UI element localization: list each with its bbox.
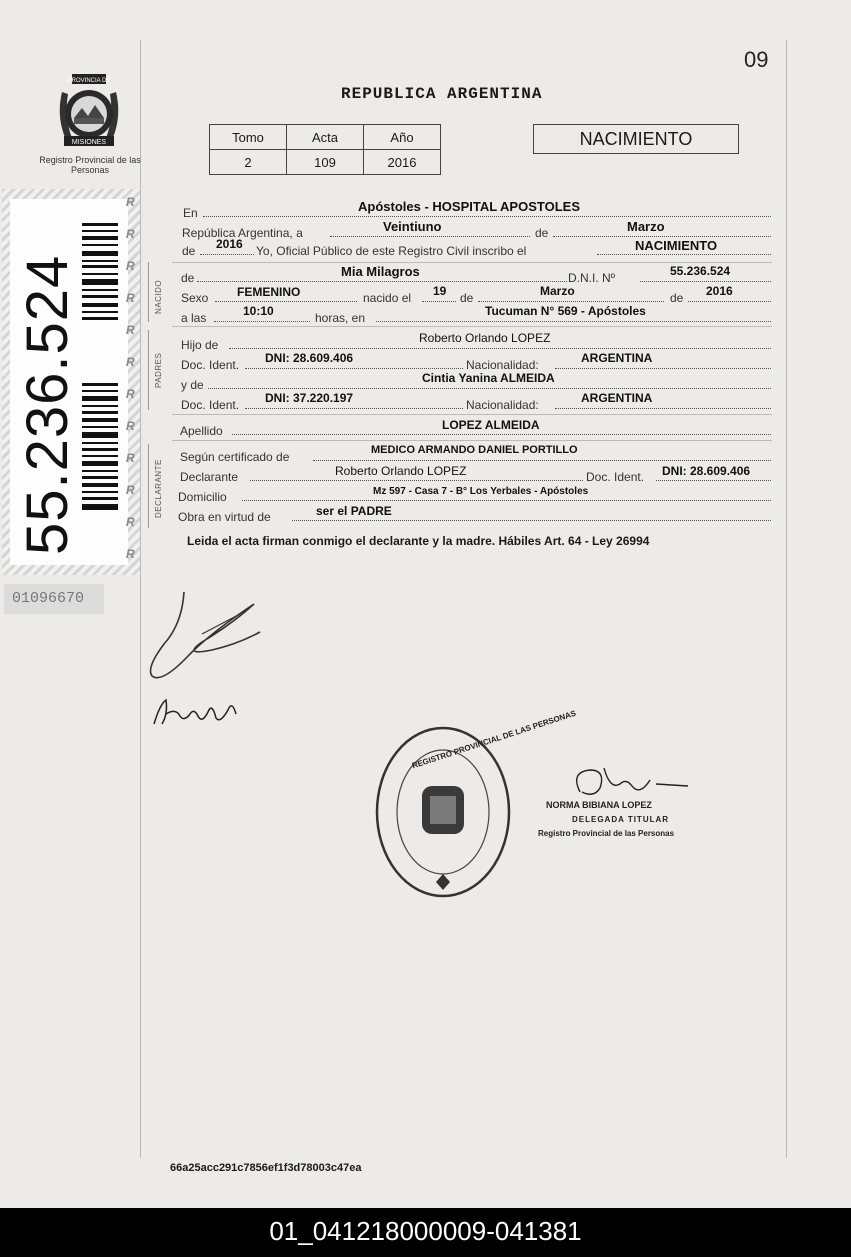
value-madre: Cintia Yanina ALMEIDA bbox=[422, 371, 555, 385]
rule-3 bbox=[172, 414, 772, 415]
document-hash: 66a25acc291c7856ef1f3d78003c47ea bbox=[170, 1162, 362, 1174]
dni-side-strip bbox=[2, 189, 140, 575]
rule-4 bbox=[172, 440, 772, 441]
section-label-declarante: DECLARANTE bbox=[154, 459, 163, 518]
label-dni: D.N.I. Nº bbox=[568, 271, 616, 285]
value-dia-letras: Veintiuno bbox=[383, 219, 442, 234]
label-yo-oficial: Yo, Oficial Público de este Registro Civil inscribo el bbox=[256, 244, 527, 258]
value-padre-dni: DNI: 28.609.406 bbox=[265, 351, 354, 365]
republica-title: REPUBLICA ARGENTINA bbox=[341, 85, 543, 103]
label-de-5: de bbox=[670, 291, 684, 305]
section-divider-nacido bbox=[148, 262, 149, 322]
table-value-acta: 109 bbox=[287, 150, 364, 175]
value-certificado: MEDICO ARMANDO DANIEL PORTILLO bbox=[371, 444, 578, 456]
label-horas-en: horas, en bbox=[315, 311, 366, 325]
value-hora: 10:10 bbox=[243, 304, 274, 318]
label-y-de: y de bbox=[181, 378, 204, 392]
table-value-anio: 2016 bbox=[364, 150, 441, 175]
section-divider-padres bbox=[148, 330, 149, 410]
section-label-padres: PADRES bbox=[154, 352, 163, 388]
tomo-acta-table bbox=[209, 124, 441, 175]
province-seal-logo bbox=[52, 72, 126, 154]
label-hijo-de: Hijo de bbox=[181, 338, 219, 352]
value-padre: Roberto Orlando LOPEZ bbox=[419, 331, 551, 345]
footer-code: 01_041218000009-041381 bbox=[269, 1216, 582, 1246]
label-nacionalidad-2: Nacionalidad: bbox=[466, 398, 539, 412]
rule-2 bbox=[172, 326, 772, 327]
table-header-tomo: Tomo bbox=[210, 125, 287, 150]
table-value-tomo: 2 bbox=[210, 150, 287, 175]
value-domicilio: Mz 597 - Casa 7 - B° Los Yerbales - Apóstoles bbox=[373, 486, 589, 497]
value-mes: Marzo bbox=[627, 219, 665, 234]
value-tipo: NACIMIENTO bbox=[635, 238, 718, 253]
label-doc-ident-2: Doc. Ident. bbox=[181, 398, 240, 412]
footer-bar bbox=[0, 1208, 851, 1257]
label-doc-ident-3: Doc. Ident. bbox=[586, 470, 645, 484]
signature-official bbox=[142, 584, 272, 686]
value-madre-nac: ARGENTINA bbox=[581, 391, 653, 405]
value-sexo: FEMENINO bbox=[237, 285, 301, 299]
value-anio-nac: 2016 bbox=[706, 284, 733, 298]
logo-top-text: PROVINCIA DE bbox=[67, 78, 111, 84]
section-label-nacido: NACIDO bbox=[154, 279, 163, 314]
label-sexo: Sexo bbox=[181, 291, 209, 305]
label-nacido-el: nacido el bbox=[363, 291, 412, 305]
signer-name: NORMA BIBIANA LOPEZ bbox=[546, 800, 652, 810]
acta-type-box: NACIMIENTO bbox=[533, 124, 739, 154]
section-divider-declarante bbox=[148, 444, 149, 528]
stamp-ring-text: REGISTRO PROVINCIAL DE LAS PERSONAS bbox=[410, 708, 578, 771]
table-header-anio: Año bbox=[364, 125, 441, 150]
label-de-4: de bbox=[460, 291, 474, 305]
official-stamp bbox=[370, 722, 516, 902]
page-number: 09 bbox=[744, 47, 769, 72]
signature-delegada bbox=[560, 762, 720, 802]
value-dia-nac: 19 bbox=[433, 284, 447, 298]
label-de-3: de bbox=[181, 271, 195, 285]
value-obra: ser el PADRE bbox=[316, 504, 392, 518]
label-republica: República Argentina, a bbox=[182, 226, 303, 240]
value-declarante-dni: DNI: 28.609.406 bbox=[662, 464, 751, 478]
label-doc-ident-1: Doc. Ident. bbox=[181, 358, 240, 372]
label-segun-certificado: Según certificado de bbox=[180, 450, 290, 464]
value-padre-nac: ARGENTINA bbox=[581, 351, 653, 365]
value-lugar: Apóstoles - HOSPITAL APOSTOLES bbox=[358, 199, 580, 214]
rule-1 bbox=[172, 262, 772, 263]
value-lugar-nac: Tucuman N° 569 - Apóstoles bbox=[485, 304, 646, 318]
vertical-dni-number: 55.236.524 bbox=[15, 254, 80, 555]
signer-organization: Registro Provincial de las Personas bbox=[538, 829, 675, 838]
signature-declarante bbox=[150, 694, 242, 730]
label-nacionalidad-1: Nacionalidad: bbox=[466, 358, 539, 372]
value-apellido: LOPEZ ALMEIDA bbox=[442, 418, 540, 432]
label-en: En bbox=[183, 206, 198, 220]
value-anio: 2016 bbox=[216, 237, 243, 251]
serial-number: 01096670 bbox=[12, 590, 85, 607]
watermark-r-column: R R R R R R R R R R R R bbox=[126, 195, 135, 561]
value-dni: 55.236.524 bbox=[670, 264, 731, 278]
signer-role: DELEGADA TITULAR bbox=[572, 815, 670, 824]
value-declarante: Roberto Orlando LOPEZ bbox=[335, 464, 467, 478]
value-nombre: Mia Milagros bbox=[341, 264, 420, 279]
logo-bottom-text: MISIONES bbox=[71, 139, 107, 146]
label-a-las: a las bbox=[181, 311, 207, 325]
label-de-2: de bbox=[182, 244, 196, 258]
label-de-1: de bbox=[535, 226, 549, 240]
value-madre-dni: DNI: 37.220.197 bbox=[265, 391, 354, 405]
label-domicilio: Domicilio bbox=[178, 490, 227, 504]
label-obra-en-virtud: Obra en virtud de bbox=[178, 510, 271, 524]
value-mes-nac: Marzo bbox=[540, 284, 575, 298]
logo-caption: Registro Provincial de las Personas bbox=[39, 155, 141, 175]
leida-statement: Leida el acta firman conmigo el declarante y la madre. Hábiles Art. 64 - Ley 26994 bbox=[187, 534, 650, 548]
label-declarante: Declarante bbox=[180, 470, 239, 484]
table-header-acta: Acta bbox=[287, 125, 364, 150]
label-apellido: Apellido bbox=[180, 424, 223, 438]
barcode bbox=[80, 203, 120, 549]
